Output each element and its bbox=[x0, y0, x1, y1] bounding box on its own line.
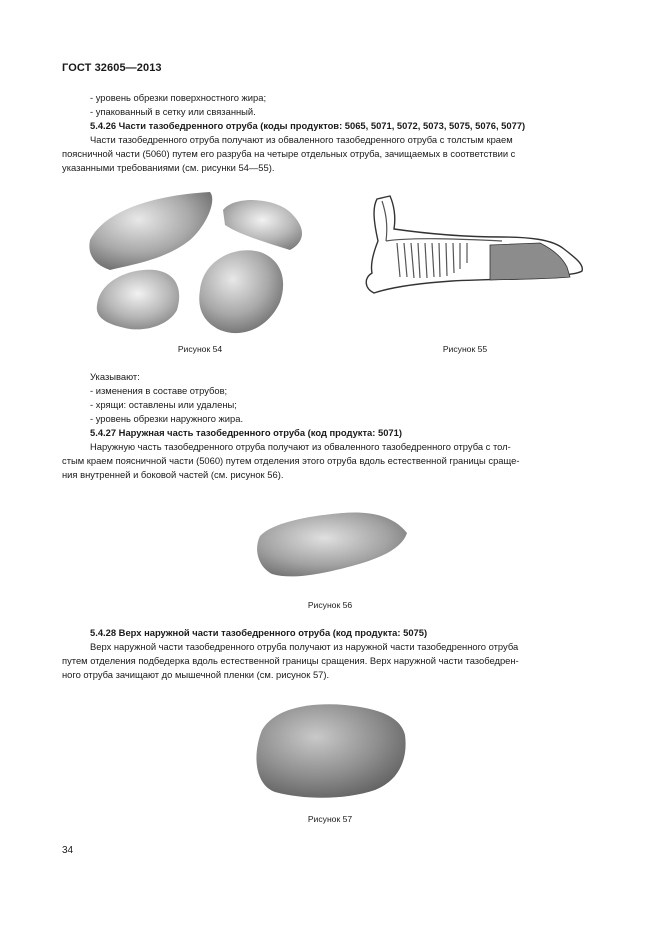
figure-56-outer-part-cut bbox=[252, 508, 412, 583]
paragraph-5-4-27-line2: стым краем поясничной части (5060) путем отделения этого отруба вдоль естественной границы сраще- bbox=[62, 455, 520, 466]
figure-55-carcass-diagram bbox=[352, 193, 592, 298]
figure-54-caption: Рисунок 54 bbox=[177, 344, 223, 354]
figure-55-caption: Рисунок 55 bbox=[442, 344, 488, 354]
bullet-cut-composition: - изменения в составе отрубов; bbox=[90, 385, 228, 396]
figure-57-caption: Рисунок 57 bbox=[307, 814, 353, 824]
specify-intro: Указывают: bbox=[90, 371, 140, 382]
paragraph-5-4-27-line1: Наружную часть тазобедренного отруба получают из обваленного тазобедренного отруба с тол- bbox=[90, 441, 511, 452]
bullet-outer-fat-trim: - уровень обрезки наружного жира. bbox=[90, 413, 244, 424]
bullet-cartilage: - хрящи: оставлены или удалены; bbox=[90, 399, 237, 410]
figure-56-caption: Рисунок 56 bbox=[307, 600, 353, 610]
paragraph-5-4-26-line1: Части тазобедренного отруба получают из обваленного тазобедренного отруба с толстым краем bbox=[90, 134, 513, 145]
paragraph-5-4-26-line2: поясничной части (5060) путем его разруба на четыре отдельных отруба, зачищаемых в соответствии с bbox=[62, 148, 516, 159]
page-number: 34 bbox=[62, 845, 74, 856]
figure-57-top-outer-part-cut bbox=[250, 700, 410, 800]
bullet-packaging: - упакованный в сетку или связанный. bbox=[90, 106, 256, 117]
paragraph-5-4-28-line2: путем отделения подбедерка вдоль естественной границы сращения. Верх наружной части тазобедрен- bbox=[62, 655, 519, 666]
section-heading-5-4-27: 5.4.27 Наружная часть тазобедренного отруба (код продукта: 5071) bbox=[90, 427, 402, 438]
section-heading-5-4-28: 5.4.28 Верх наружной части тазобедренного отруба (код продукта: 5075) bbox=[90, 627, 428, 638]
section-heading-5-4-26: 5.4.26 Части тазобедренного отруба (коды продуктов: 5065, 5071, 5072, 5073, 5075, 5076, 5077) bbox=[90, 120, 526, 131]
document-header: ГОСТ 32605—2013 bbox=[62, 62, 162, 74]
paragraph-5-4-28-line1: Верх наружной части тазобедренного отруба получают из наружной части тазобедренного отруба bbox=[90, 641, 519, 652]
paragraph-5-4-26-line3: указанными требованиями (см. рисунки 54—55). bbox=[62, 162, 275, 173]
bullet-fat-trim-level: - уровень обрезки поверхностного жира; bbox=[90, 92, 267, 103]
figure-54-meat-cuts bbox=[85, 190, 315, 340]
paragraph-5-4-27-line3: ния внутренней и боковой частей (см. рисунок 56). bbox=[62, 469, 284, 480]
paragraph-5-4-28-line3: ного отруба зачищают до мышечной пленки (см. рисунок 57). bbox=[62, 669, 330, 680]
